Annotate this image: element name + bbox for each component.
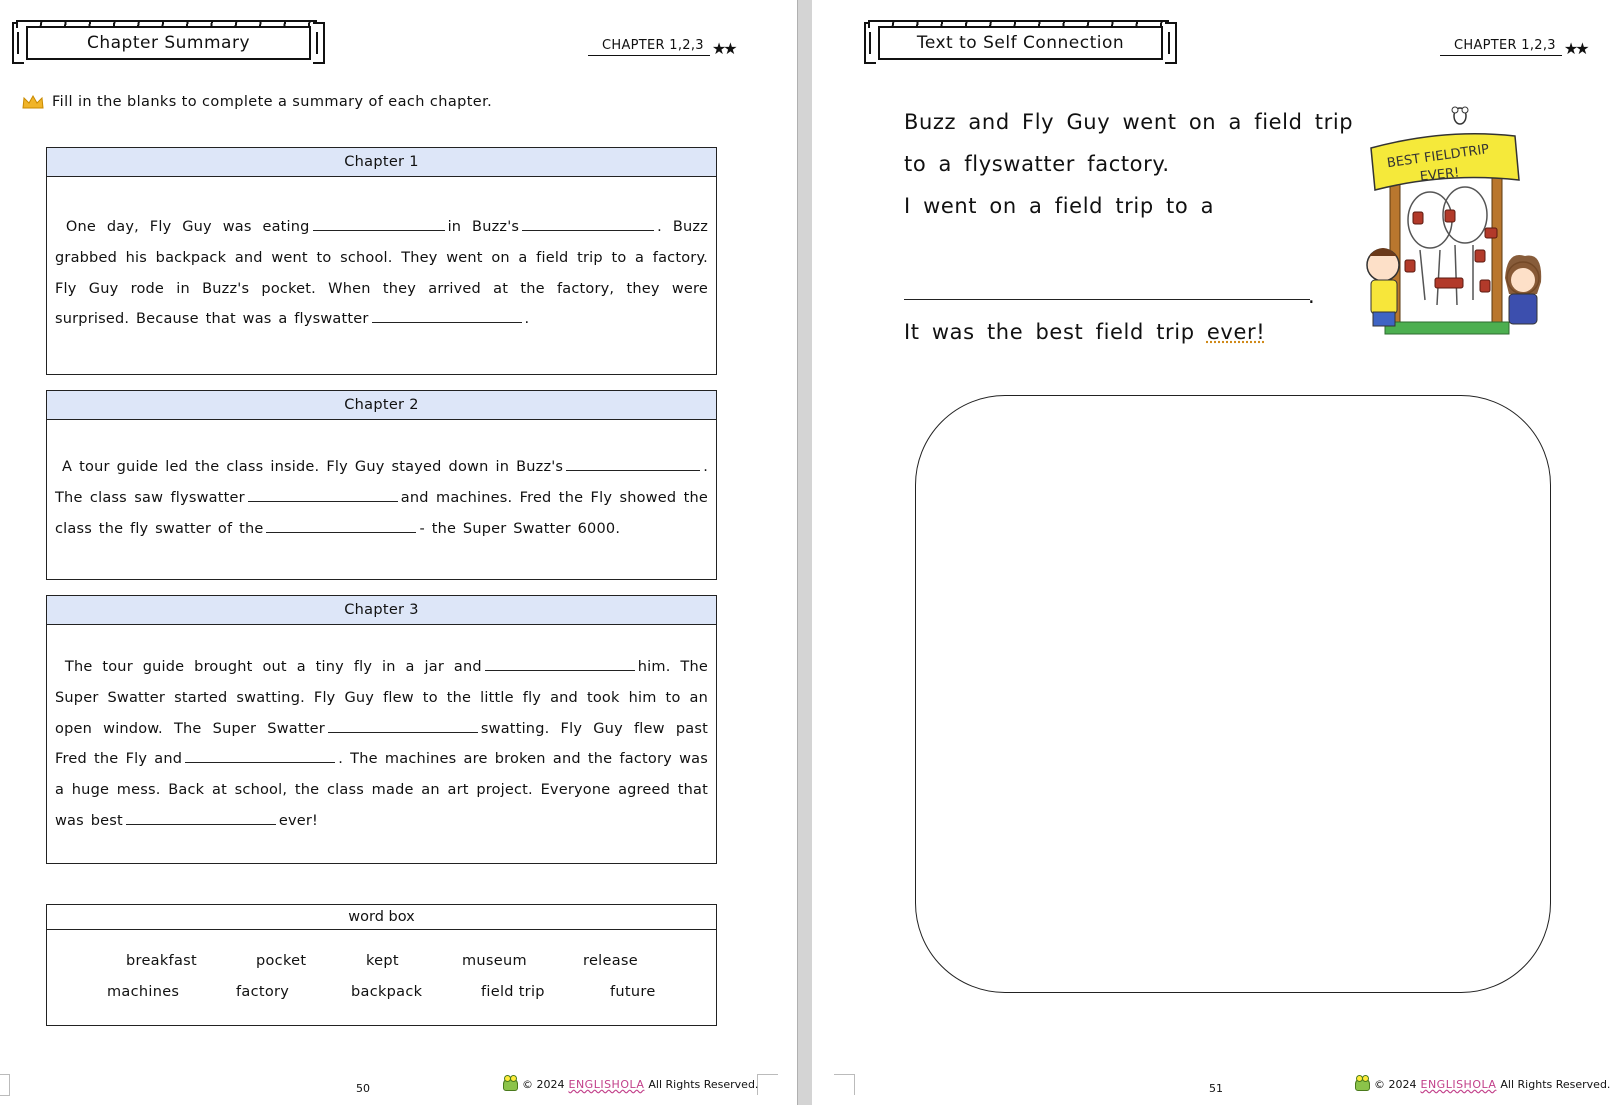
copyright-text: © 2024 (1374, 1078, 1417, 1091)
text-segment: . The machines are broken and the factory was a huge mess. Back at school, the class made an art project. Everyone agreed that was best (55, 751, 709, 829)
word-item: field trip (481, 984, 545, 1000)
chapter-1-box (46, 147, 717, 375)
text-segment: . The class saw flyswatter (55, 459, 709, 506)
brand-link[interactable]: ENGLISHOLA (568, 1078, 645, 1091)
crown-icon (22, 95, 44, 109)
answer-period: . (1308, 284, 1315, 308)
rights-text: All Rights Reserved. (1500, 1078, 1611, 1091)
chapter-2-box (46, 390, 717, 580)
blank-line[interactable] (313, 216, 445, 231)
text-segment: . (524, 311, 530, 328)
text-segment: One day, Fly Guy was eating (65, 219, 310, 235)
blank-line[interactable] (248, 487, 398, 502)
title-banner (12, 18, 325, 62)
chapter-tag-label: CHAPTER 1,2,3 (588, 38, 710, 56)
text-segment: The tour guide brought out a tiny fly in a jar and (64, 659, 482, 675)
chapter-3-box (46, 595, 717, 864)
word-item: machines (107, 984, 180, 1000)
chapter-tag (588, 38, 735, 56)
instruction (22, 94, 492, 110)
buzz-character-icon (1367, 248, 1399, 326)
text-segment: in Buzz's (447, 219, 520, 235)
girl-character-icon (1505, 255, 1541, 324)
word-item: backpack (351, 984, 423, 1000)
sign-text-line2: EVER! (1419, 165, 1461, 185)
star-icon: ★★ (1563, 39, 1587, 58)
scroll-end-left (12, 22, 24, 64)
gutter-line (797, 0, 798, 1105)
text-segment: and machines. Fred the Fly showed the class the fly swatter of the (55, 489, 708, 537)
text-segment: him. The Super Swatter started swatting. Fly Guy flew to the little fly and took him to an open window. The Super Swatter (55, 659, 708, 737)
drawing-box[interactable] (915, 395, 1551, 993)
story-line: I went on a field trip to a (904, 194, 1215, 218)
blank-line[interactable] (485, 656, 635, 671)
text-segment: - the Super Swatter 6000. (419, 520, 621, 537)
blank-line[interactable] (185, 748, 335, 763)
instruction-text: Fill in the blanks to complete a summary of each chapter. (52, 94, 493, 110)
rights-text: All Rights Reserved. (648, 1078, 759, 1091)
title-banner (864, 18, 1177, 62)
copyright-footer (503, 1078, 758, 1091)
chapter-1-text (47, 177, 716, 335)
chapter-tag-label: CHAPTER 1,2,3 (1440, 38, 1562, 56)
text-segment: . Buzz grabbed his backpack and went to school. They went on a field trip to a factory. Fly Guy rode in Buzz's pocket. When they arrived at the factory, they were surprised. Because that was a flyswatter (55, 219, 709, 328)
scroll-end-right (1165, 22, 1177, 64)
closing-line (904, 320, 1265, 344)
sign-text-line1: BEST FIELDTRIP (1386, 142, 1491, 172)
frog-logo-icon (1355, 1078, 1370, 1091)
copyright-footer (1355, 1078, 1610, 1091)
frog-logo-icon (503, 1078, 518, 1091)
word-item: kept (366, 953, 399, 969)
page-number: 51 (1209, 1082, 1223, 1095)
word-item: factory (236, 984, 290, 1000)
closing-text: It was the best field trip (904, 320, 1195, 344)
blank-line[interactable] (522, 216, 654, 231)
page-gutter (797, 0, 812, 1105)
chapter-1-heading: Chapter 1 (47, 148, 716, 177)
blank-line[interactable] (372, 308, 522, 323)
star-icon: ★★ (711, 39, 735, 58)
page-title: Text to Self Connection (878, 26, 1163, 60)
chapter-2-text (47, 420, 716, 544)
page-corner-mark (834, 1074, 855, 1095)
fly-icon (1452, 107, 1468, 124)
page-title: Chapter Summary (26, 26, 311, 60)
chapter-tag (1440, 38, 1587, 56)
page-corner-mark (0, 1074, 10, 1096)
left-page (0, 0, 797, 1105)
blank-line[interactable] (266, 518, 416, 533)
scroll-end-right (313, 22, 325, 64)
brand-link[interactable]: ENGLISHOLA (1420, 1078, 1497, 1091)
word-item: release (583, 953, 638, 969)
page-corner-mark (757, 1074, 778, 1095)
page-number: 50 (356, 1082, 370, 1095)
text-segment: ever! (278, 812, 319, 829)
word-box (46, 904, 717, 1026)
text-segment: A tour guide led the class inside. Fly Guy stayed down in Buzz's (62, 459, 564, 475)
word-box-heading: word box (47, 905, 716, 930)
copyright-text: © 2024 (522, 1078, 565, 1091)
field-trip-illustration-icon (1365, 100, 1557, 356)
closing-word: ever! (1206, 320, 1266, 344)
word-item: pocket (256, 953, 307, 969)
text-segment: swatting. Fly Guy flew past Fred the Fly and (55, 720, 708, 768)
word-item: breakfast (126, 953, 197, 969)
blank-line[interactable] (566, 456, 700, 471)
chapter-3-heading: Chapter 3 (47, 596, 716, 625)
blank-line[interactable] (126, 810, 276, 825)
story-line: to a flyswatter factory. (904, 152, 1170, 176)
blank-line[interactable] (328, 718, 478, 733)
answer-blank-line[interactable] (904, 299, 1310, 300)
word-item: future (610, 984, 656, 1000)
story-line: Buzz and Fly Guy went on a field trip (904, 110, 1354, 134)
word-item: museum (462, 953, 527, 969)
scroll-end-left (864, 22, 876, 64)
chapter-3-text (47, 625, 716, 837)
chapter-2-heading: Chapter 2 (47, 391, 716, 420)
